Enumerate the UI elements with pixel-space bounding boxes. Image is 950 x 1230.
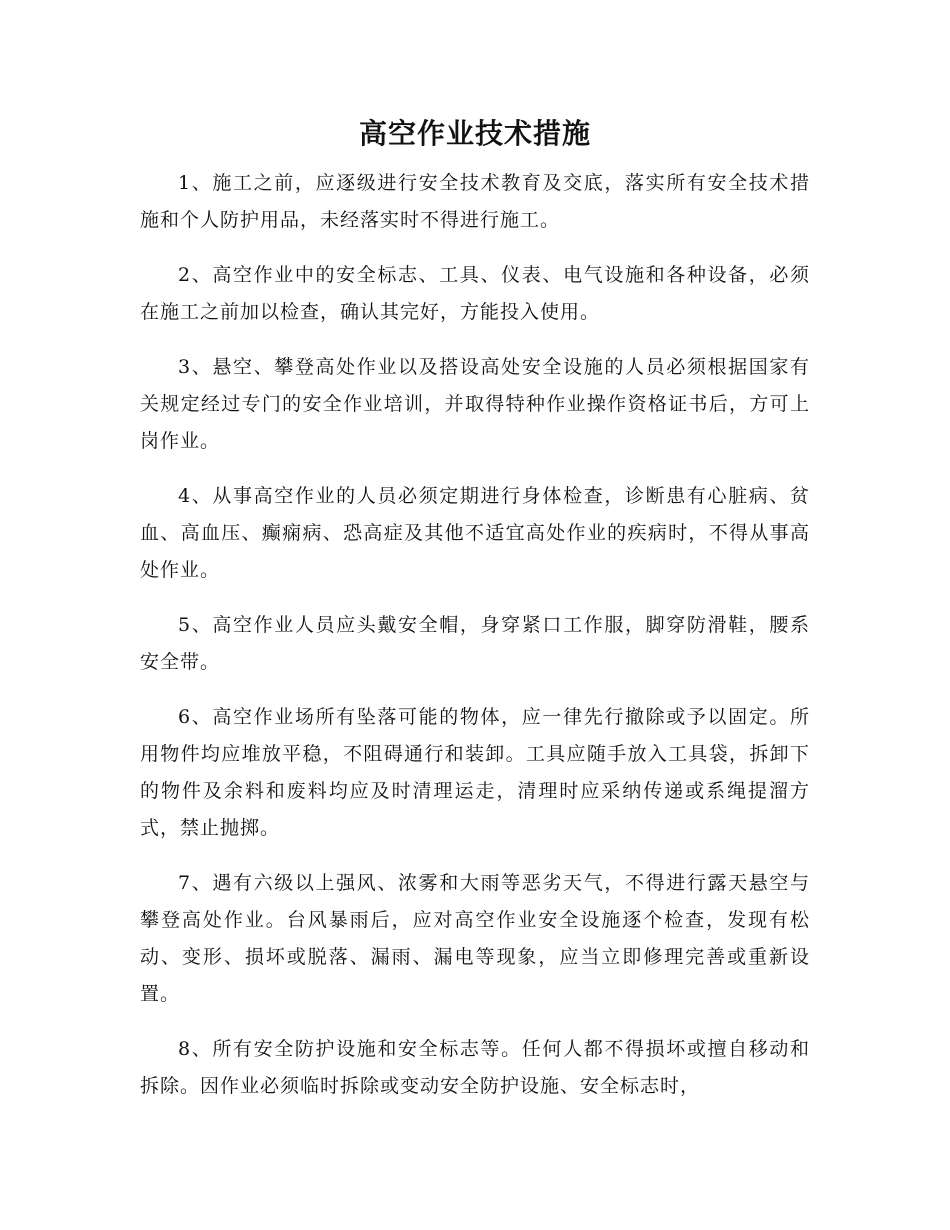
paragraph-2: 2、高空作业中的安全标志、工具、仪表、电气设施和各种设备，必须在施工之前加以检查，确认其完好，方能投入使用。 xyxy=(140,264,810,323)
paragraph-4: 4、从事高空作业的人员必须定期进行身体检查，诊断患有心脏病、贫血、高血压、癫痫病、恐高症及其他不适宜高处作业的疾病时，不得从事高处作业。 xyxy=(140,485,810,581)
paragraph-5: 5、高空作业人员应头戴安全帽，身穿紧口工作服，脚穿防滑鞋，腰系安全带。 xyxy=(140,614,810,673)
paragraph-3: 3、悬空、攀登高处作业以及搭设高处安全设施的人员必须根据国家有关规定经过专门的安全作业培训，并取得特种作业操作资格证书后，方可上岗作业。 xyxy=(140,356,810,452)
document-body xyxy=(140,165,810,1123)
paragraph-1: 1、施工之前，应逐级进行安全技术教育及交底，落实所有安全技术措施和个人防护用品，未经落实时不得进行施工。 xyxy=(140,172,810,231)
document-title: 高空作业技术措施 xyxy=(358,117,591,150)
paragraph-8: 8、所有安全防护设施和安全标志等。任何人都不得损坏或擅自移动和拆除。因作业必须临时拆除或变动安全防护设施、安全标志时， xyxy=(140,1038,810,1097)
paragraph-7: 7、遇有六级以上强风、浓雾和大雨等恶劣天气，不得进行露天悬空与攀登高处作业。台风暴雨后，应对高空作业安全设施逐个检查，发现有松动、变形、损坏或脱落、漏雨、漏电等现象，应当立即修理完善或重新设置。 xyxy=(140,872,810,1005)
paragraph-6: 6、高空作业场所有坠落可能的物体，应一律先行撤除或予以固定。所用物件均应堆放平稳，不阻碍通行和装卸。工具应随手放入工具袋，拆卸下的物件及余料和废料均应及时清理运走，清理时应采纳传递或系绳提溜方式，禁止抛掷。 xyxy=(140,706,810,839)
